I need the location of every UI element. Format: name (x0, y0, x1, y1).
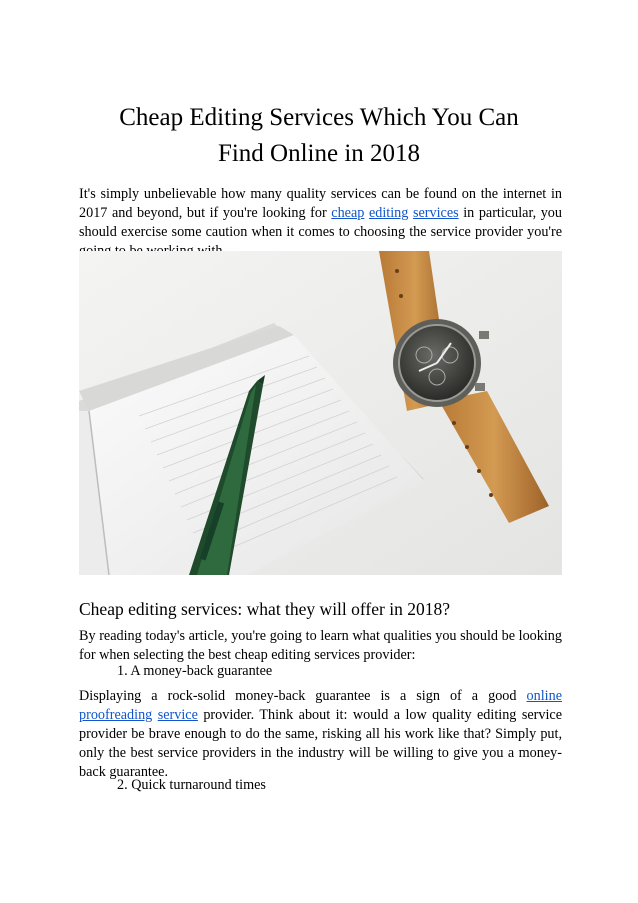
page-title-line1: Cheap Editing Services Which You Can (119, 104, 519, 131)
list-item-turnaround: 2. Quick turnaround times (117, 777, 266, 793)
page-title (60, 100, 578, 172)
link-service[interactable]: service (157, 707, 198, 723)
link-services[interactable]: services (412, 205, 459, 221)
money-back-paragraph (79, 687, 562, 782)
link-proofreading[interactable]: proofreading (79, 707, 153, 723)
para2-text-before: Displaying a rock-solid money-back guarantee is a sign of a good (79, 688, 527, 704)
para2-text-after: provider. Think about it: would a low quality editing service provider be brave enough to do the same, risking all his work like that? Simply put, only the best service providers in the industry will be willing to give you a money-back guarantee. (79, 707, 562, 780)
intro-paragraph (79, 185, 562, 261)
article-photo (79, 251, 562, 575)
intro-text-before: It's simply unbelievable how many quality services can be found on the internet in 2017 and beyond, but if you're looking for (79, 186, 562, 221)
link-online[interactable]: online (526, 688, 562, 704)
intro-text-after: in particular, you should exercise some caution when it comes to choosing the service provider you're (79, 205, 562, 240)
link-editing[interactable]: editing (368, 205, 409, 221)
section-heading: Cheap editing services: what they will offer in 2018? (79, 599, 450, 619)
page-title-line2: Find Online in 2018 (217, 140, 421, 167)
list-item-money-back: 1. A money-back guarantee (117, 663, 273, 679)
section-intro-paragraph: By reading today's article, you're going to learn what qualities you should be looking for when selecting the best cheap editing services provider: (79, 628, 562, 663)
link-cheap[interactable]: cheap (331, 205, 365, 221)
